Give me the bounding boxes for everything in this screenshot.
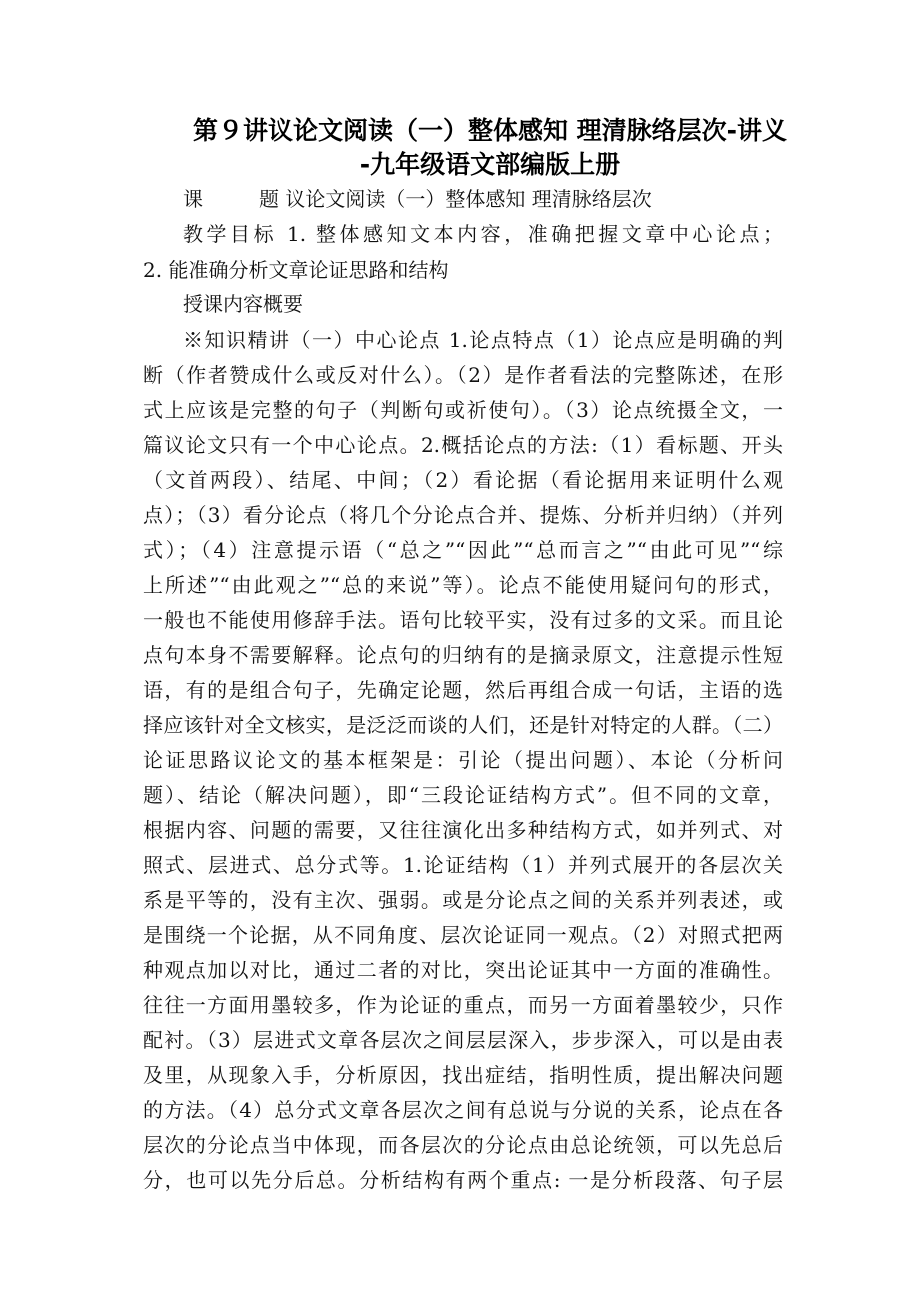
body-line: 及里，从现象入手，分析原因，找出症结，指明性质，提出解决问题 [143,1063,783,1087]
body-line: 式）；（4）注意提示语（“总之”“因此”“总而言之”“由此可见”“综 [143,538,783,562]
body-line: 种观点加以对比，通过二者的对比，突出论证其中一方面的准确性。 [143,958,783,982]
body-line: 点）；（3）看分论点（将几个分论点合并、提炼、分析并归纳）（并列 [143,503,783,527]
body-line: 是围绕一个论据，从不同角度、层次论证同一观点。（2）对照式把两 [143,923,783,947]
body-line: 分，也可以先分后总。分析结构有两个重点: 一是分析段落、句子层 [143,1168,783,1192]
teaching-goal-line-2: 2. 能准确分析文章论证思路和结构 [143,258,449,282]
body-line: 语，有的是组合句子，先确定论题，然后再组合成一句话，主语的选 [143,678,783,702]
topic-label-b: 题 [259,187,279,211]
body-line: ※知识精讲（一）中心论点 1.论点特点（1）论点应是明确的判 [183,328,783,352]
body-line: （文首两段）、结尾、中间；（2）看论据（看论据用来证明什么观 [143,468,783,492]
body-line: 的方法。（4）总分式文章各层次之间有总说与分说的关系，论点在各 [143,1098,783,1122]
body-line: 照式、层进式、总分式等。1.论证结构（1）并列式展开的各层次关 [143,853,783,877]
body-line: 论证思路议论文的基本框架是：引论（提出问题）、本论（分析问 [143,748,783,772]
body-line: 篇议论文只有一个中心论点。2.概括论点的方法:（1）看标题、开头 [143,433,783,457]
body-line: 上所述”“由此观之”“总的来说”等）。论点不能使用疑问句的形式， [143,573,783,597]
document-title-line-1: 第９讲议论文阅读（一）整体感知 理清脉络层次-讲义 [192,116,788,145]
topic-label-a: 课 [183,187,203,211]
body-line: 根据内容、问题的需要，又往往演化出多种结构方式，如并列式、对 [143,818,783,842]
topic-line [183,181,783,217]
body-line: 择应该针对全文核实，是泛泛而谈的人们，还是针对特定的人群。（二） [143,713,783,737]
body-line: 配衬。（3）层进式文章各层次之间层层深入，步步深入，可以是由表 [143,1028,783,1052]
body-line: 断（作者赞成什么或反对什么）。（2）是作者看法的完整陈述，在形 [143,363,783,387]
body-line: 点句本身不需要解释。论点句的归纳有的是摘录原文，注意提示性短 [143,643,783,667]
body-line: 题）、结论（解决问题），即“三段论证结构方式”。但不同的文章， [143,783,783,807]
body-line: 往往一方面用墨较多，作为论证的重点，而另一方面着墨较少，只作 [143,993,783,1017]
body-line: 层次的分论点当中体现，而各层次的分论点由总论统领，可以先总后 [143,1133,783,1157]
teaching-goal-line-1: 教学目标 1. 整体感知文本内容，准确把握文章中心论点； [183,222,783,246]
topic-value: 议论文阅读（一）整体感知 理清脉络层次 [285,187,652,211]
body-line: 一般也不能使用修辞手法。语句比较平实，没有过多的文采。而且论 [143,608,783,632]
body-line: 式上应该是完整的句子（判断句或祈使句）。（3）论点统摄全文，一 [143,398,783,422]
summary-heading: 授课内容概要 [183,292,303,316]
document-title-line-2: -九年级语文部编版上册 [359,150,621,179]
body-line: 系是平等的，没有主次、强弱。或是分论点之间的关系并列表述，或 [143,888,783,912]
